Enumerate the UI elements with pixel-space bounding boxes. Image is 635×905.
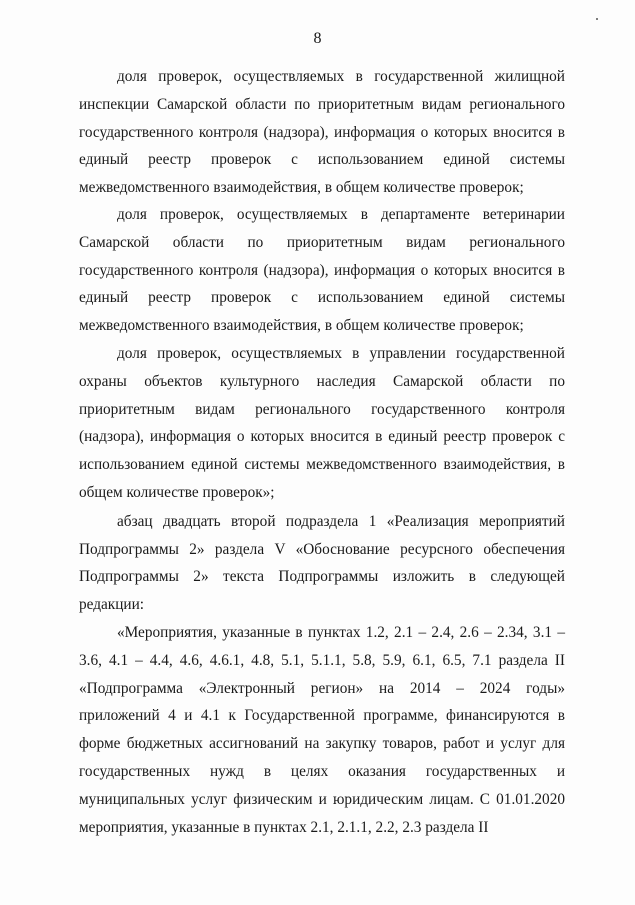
paragraph-cultural-heritage-share: доля проверок, осуществляемых в управлении государственной охраны объектов культурного наследия Самарской области по приоритетным видам регионального государственного контроля (надзора), информация о которых вносится в единый реестр проверок с использованием единой системы межведомственного взаимодействия, в общем количестве проверок»;	[79, 344, 565, 501]
document-body	[79, 63, 565, 841]
paragraph-measures-quote: «Мероприятия, указанные в пунктах 1.2, 2.1 – 2.4, 2.6 – 2.34, 3.1 – 3.6, 4.1 – 4.4, 4.6, 4.6.1, 4.8, 5.1, 5.1.1, 5.8, 5.9, 6.1, 6.5, 7.1 раздела II «Подпрограмма «Электронный регион» на 2014 – 2024 годы» приложений 4 и 4.1 к Государственной программе, финансируются в форме бюджетных ассигнований на закупку товаров, работ и услуг для государственных нужд в целях оказания государственных и муниципальных услуг физическим и юридическим лицам. С 01.01.2020 мероприятия, указанные в пунктах 2.1, 2.1.1, 2.2, 2.3 раздела II	[79, 623, 565, 836]
paragraph-amendment-instruction: абзац двадцать второй подраздела 1 «Реализация мероприятий Подпрограммы 2» раздела V «Обоснование ресурсного обеспечения Подпрограммы 2» текста Подпрограммы изложить в следующей редакции:	[79, 512, 565, 614]
paragraph-housing-inspection-share: доля проверок, осуществляемых в государственной жилищной инспекции Самарской области по приоритетным видам регионального государственного контроля (надзора), информация о которых вносится в единый реестр проверок с использованием единой системы межведомственного взаимодействия, в общем количестве проверок;	[79, 68, 565, 197]
scan-speck	[596, 18, 598, 20]
paragraph-veterinary-department-share: доля проверок, осуществляемых в департаменте ветеринарии Самарской области по приоритетным видам регионального государственного контроля (надзора), информация о которых вносится в единый реестр проверок с использованием единой системы межведомственного взаимодействия, в общем количестве проверок;	[79, 205, 565, 335]
page-number: 8	[313, 30, 322, 47]
